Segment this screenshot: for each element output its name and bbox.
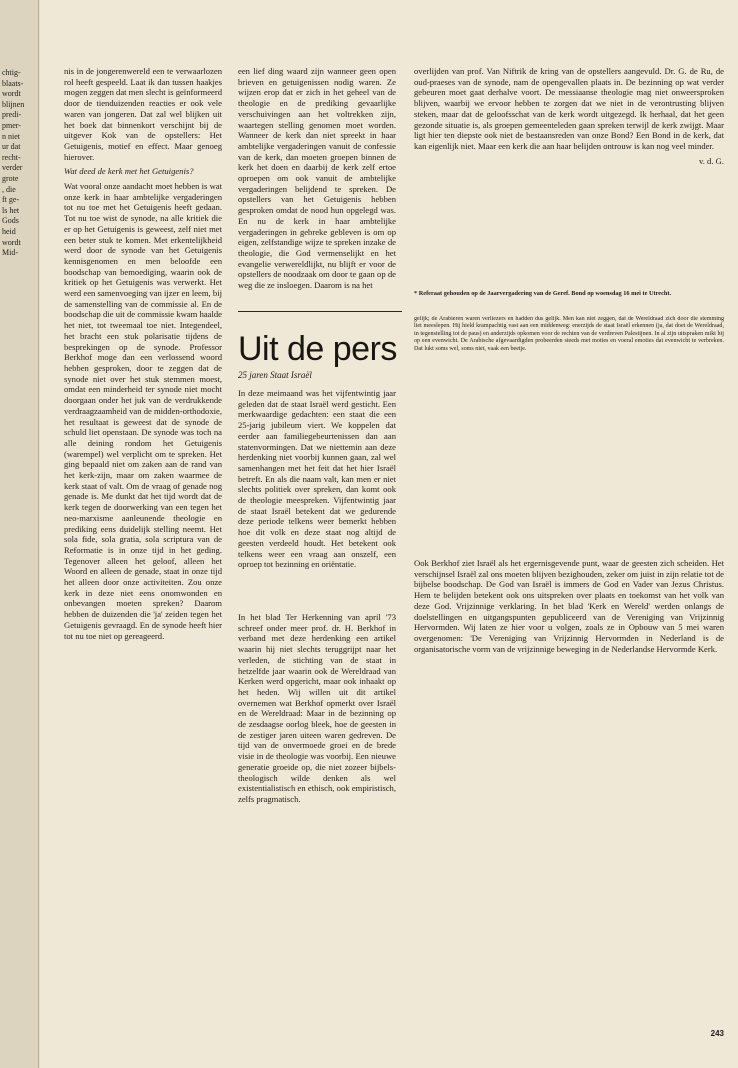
article-intro <box>238 388 396 608</box>
divider-rule <box>238 311 402 312</box>
left-margin-fragment: Mid- <box>2 248 18 258</box>
section-title: Uit de pers <box>238 330 397 368</box>
col2-text: een lief ding waard zijn wanneer geen open brieven en getuigenissen nodig waren. Ze wijzen erop dat er zich in het geheel van de theologie en de prediking gevaarlijke verschuivingen aan het voltrekken zijn, waartegen stelling genomen moet worden. Wanneer de kerk dan niet spreekt in haar ambtelijke vergaderingen vanuit de confessie van de kerk, dan moeten groepen binnen de kerk het doen en daarbij de kerk zelf ertoe oproepen om ook vanuit de ambtelijke vergaderingen belijdend te spreken. De opstellers van het Getuigenis hebben gesproken omdat de nood hun opgelegd was. En nu de kerk in haar ambtelijke vergaderingen in gebreke gebleven is om op eigen, zelfstandige wijze te spreken inzake de theologie, die God vermenselijkt en het evangelie verwereldlijkt, nu blijft er voor de opstellers de noodzaak om door te gaan op de weg die ze insloegen. Daarom is na het <box>238 66 396 291</box>
quote-continued-text: gelijk; de Arabieren waren verliezers en hadden dus gelijk. Men kan niet zeggen, dat de Wereldraad zich door die stemming liet meeslepen. Hij hield krampachtig vast aan een middenweg: enerzijds de staat Israël erkennen (ja, dat doet de Wereldraad, in tegenstelling tot de paus) en anderzijds opkomen voor de rechten van de verdreven Palestijnen. In al zijn uitspraken mikt hij op een evenwicht. De Arabische afgevaardigden probeerden steeds met moties en voeral emoties dat evenwicht te verbreken. Dat lukt soms wel, soms niet, vaak een beetje. <box>414 316 724 352</box>
col1-paragraph-2: Wat vooral onze aandacht moet hebben is wat onze kerk in haar ambtelijke vergaderingen tot nu toe met het Getuigenis heeft gedaan. Tot nu toe wist de synode, na alle kritiek die er op het Getuigenis is geweest, zelf niet met een beter stuk te komen. Met erkentelijkheid werd door de synode van het Getuigenis kennisgenomen en men beloofde een boodschap van bemoediging, waarin ook de kritiek op het Getuigenis was verwerkt. Het werd een samenvoeging van ijzer en leem, bij de samenstelling van de commissie al. En de boodschap die uit de commissie kwam haalde het niet, tot tweemaal toe niet. Integendeel, het bracht een stuk polarisatie tijdens de besprekingen op de synode. Professor Berkhof moge dan een verlossend woord hebben gesproken, door te zeggen dat de synode niet over het stuk stemmen moest, omdat een minderheid ter synode niet mocht doorgaan onder het juk van de verdrukkende verdraagzaamheid van de midden-orthodoxie, het resultaat is geweest dat de synode de schuld liet openstaan. De synode was toch na alle deining rondom het Getuigenis (warempel) wel verplicht om te spreken. Het ging bepaald niet om zaken aan de rand van het kerk-zijn, maar om zaken waarmee de kerk staat of valt. Om de vraag of genade nog genade is. Me dunkt dat het tijd wordt dat de kerk tegen de doorwerking van een tegen het neo-marxisme aanleunende theologie en prediking eens duidelijk stelling neemt. Het sola fide, sola gratia, sola scriptura van de Reformatie is in onze tijd in het geding. Tegenover alleen het geloof, alleen het Woord en alleen de genade, staat in onze tijd het alleen door onze activiteiten. Zou onze kerk in deze niet eens onomwonden en onbevangen moeten spreken? Daarom hebben de duizenden die 'ja' zeiden tegen het Getuigenis gevraagd. En de synode heeft hier tot nu toe niet op gereageerd. <box>64 181 222 641</box>
left-margin-fragment: n niet <box>2 131 20 141</box>
left-margin-fragment: predi- <box>2 110 22 120</box>
footnote: * Referaat gehouden op de Jaarvergadering van de Geref. Bond op woensdag 16 mei te Utrecht. <box>414 290 672 297</box>
article-quote-text: In het blad Ter Herkenning van april '73 schreef onder meer prof. dr. H. Berkhof in verband met deze herdenking een artikel waarin hij niet slechts teruggrijpt naar het verleden, de stichting van de staat in hetzelfde jaar waarin ook de Wereldraad van Kerken werd opgericht, maar ook inhaakt op het heden. Wij willen uit dit artikel overnemen wat Berkhof opmerkt over Israël en de Wereldraad: Maar in de bezinning op de zesdaagse oorlog bleek, hoe de geesten in de zestiger jaren uiteen waren gedreven. De tijd van de onvermoede groei en de brede visie in de theologie was voorbij. Een nieuwe generatie groeide op, die niet zozeer bijbels-theologisch wilde denken als wel existentialistisch en ethisch, ook empiristisch, zelfs pragmatisch. <box>238 612 396 804</box>
left-margin-fragment: grote <box>2 173 19 183</box>
left-margin-fragment: Gods <box>2 216 19 226</box>
col1-paragraph-1: nis in de jongerenwereld een te verwaarlozen rol heeft gespeeld. Laat ik dan tussen haakjes mogen zeggen dat men slecht is geïnformeerd door de tienduizenden reacties er ook vele waren van jongeren. Dat zal wel blijken uit het boek dat binnenkort verschijnt bij de uitgever Kok van de opstellers: Het Getuigenis, motief en effect. Maar genoeg hierover. <box>64 66 222 162</box>
continuation-text: Ook Berkhof ziet Israël als het ergernisgevende punt, waar de geesten zich scheiden. Het verschijnsel Israël zal ons moeten blijven bezighouden, zeker om juist in zijn relatie tot de bijbelse boodschap. De God van Israël is immers de God en Vader van Jezus Christus. Hem te belijden betekent ook ons uitspreken over plaats en toekomst van het volk van deze God. Vrijzinnige verklaring. In het blad 'Kerk en Wereld' werden onlangs de doelstellingen en uitgangspunten gepubliceerd van de Vereniging van Vrijzinnig Hervormden. Wij laten ze hier voor u volgen, zoals ze in Opbouw van 5 mei waren overgenomen: 'De Vereniging van Vrijzinnig Hervormden in Nederland is de organisatorische vorm van de vrijzinnige beweging in de Nederlandse Hervormde Kerk. <box>414 558 724 654</box>
left-margin-fragment: verder <box>2 163 23 173</box>
left-margin-fragment: ft ge- <box>2 195 20 205</box>
article-intro-text: In deze meimaand was het vijfentwintig jaar geleden dat de staat Israël werd gesticht. Een merkwaardige gedachten: een staat die een 25-jarig jubileum viert. We koppelen dat eerder aan familiegebeurtenissen dan aan statenvormingen. Dat we niettemin aan deze herdenking niet voorbij kunnen gaan, zal wel samenhangen met het feit dat het hier Israël betreft. En als die naam valt, kan men er niet slechts politiek over spreken, dan komt ook de theologie meespreken. Vijfentwintig jaar de staat Israël betekent dat we gedurende deze periode telkens weer bemerkt hebben hoe dit volk en deze staat nog altijd de geesten verdeeld houdt. Het betekent ook telkens weer een vraag aan onszelf, een oproep tot bezinning en oriëntatie. <box>238 388 396 570</box>
signature: v. d. G. <box>699 155 724 166</box>
column-3-top <box>414 66 724 288</box>
article-continuation <box>414 558 724 978</box>
column-2-top <box>238 66 396 300</box>
page-number: 243 <box>710 1029 724 1038</box>
left-page-edge <box>0 0 39 1068</box>
article-quote <box>238 612 396 1032</box>
left-margin-fragment: wordt <box>2 237 21 247</box>
left-margin-fragment: wordt <box>2 89 21 99</box>
section-heading: Wat deed de kerk met het Getuigenis? <box>64 166 194 177</box>
magazine-page <box>40 0 738 1068</box>
left-margin-fragment: recht- <box>2 152 21 162</box>
article-quote-continued <box>414 316 724 552</box>
column-1 <box>64 66 222 1034</box>
left-margin-fragment: blijnen <box>2 99 25 109</box>
left-margin-fragment: chtig- <box>2 68 21 77</box>
left-margin-fragment: ur dat <box>2 142 21 152</box>
left-margin-fragment: blaats- <box>2 78 24 88</box>
left-margin-fragment: , die <box>2 184 16 194</box>
left-margin-fragment: pmer- <box>2 120 21 130</box>
col3-text: overlijden van prof. Van Niftrik de kring van de opstellers aangevuld. Dr. G. de Ru, de oud-praeses van de synode, nam de opengevallen plaats in. De bezinning op wat verder gebeuren moet gaat derhalve voort. De messiaanse theologie mag niet onweersproken blijven, waarbij we ervoor hebben te zorgen dat we niet in de verontrusting blijven steken, maar dat de geloofsschat van de kerk wordt uitgezegd. Ik herhaal, dat het geen gezonde situatie is, als groepen gemeenteleden gaan spreken terwijl de kerk zwijgt. Maar ligt hier ten diepste ook niet de bestaansreden van onze Bond? Een Bond in de kerk, dat kan eigenlijk niet. Maar een kerk die aan haar belijden ontrouw is kan nog veel minder. <box>414 66 724 151</box>
left-margin-fragment: ls het <box>2 205 20 215</box>
section-subtitle: 25 jaren Staat Israël <box>238 370 312 380</box>
left-margin-fragment: heid <box>2 226 16 236</box>
